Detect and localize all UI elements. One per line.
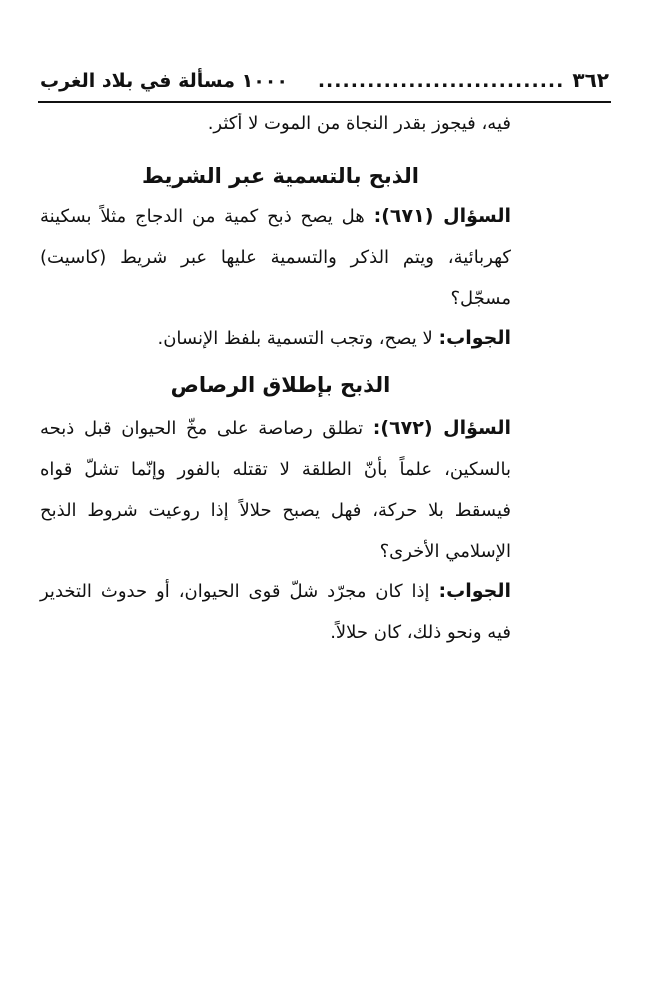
answer-672 [40, 571, 511, 653]
question-text: تطلق رصاصة على مخّ الحيوان قبل ذبحه بالسكين، علماً بأنّ الطلقة لا تقتله بالفور وإنّما تشلّ قواه فيسقط بلا حركة، فهل يصبح حلالاً إذا روعيت شروط الذبح الإسلامي الأخرى؟ [40, 418, 511, 562]
answer-label: الجواب: [438, 327, 511, 349]
section-heading-tape: الذبح بالتسمية عبر الشريط [141, 164, 420, 188]
header-rule [38, 101, 611, 103]
answer-text: إذا كان مجرّد شلّ قوى الحيوان، أو حدوث التخدير فيه ونحو ذلك، كان حلالاً. [40, 581, 511, 643]
question-label: السؤال (٦٧١): [373, 205, 511, 227]
section-heading-bullet: الذبح بإطلاق الرصاص [170, 373, 391, 397]
question-text: هل يصح ذبح كمية من الدجاج مثلاً بسكينة كهربائية، ويتم الذكر والتسمية عليها عبر شريط (كاسيت) مسجّل؟ [40, 206, 511, 309]
question-671 [40, 196, 511, 319]
question-672 [40, 408, 511, 572]
answer-671 [40, 318, 511, 359]
answer-label: الجواب: [438, 580, 511, 602]
answer-text: لا يصح، وتجب التسمية بلفظ الإنسان. [157, 328, 433, 349]
page-number: ٣٦٢ [572, 68, 609, 92]
question-label: السؤال (٦٧٢): [372, 417, 511, 439]
page-header [40, 68, 609, 102]
header-dots: .............................. [317, 70, 565, 92]
intro-line: فيه، فيجوز بقدر النجاة من الموت لا أكثر. [207, 113, 511, 134]
running-title: ١٠٠٠ مسألة في بلاد الغرب [40, 70, 288, 92]
